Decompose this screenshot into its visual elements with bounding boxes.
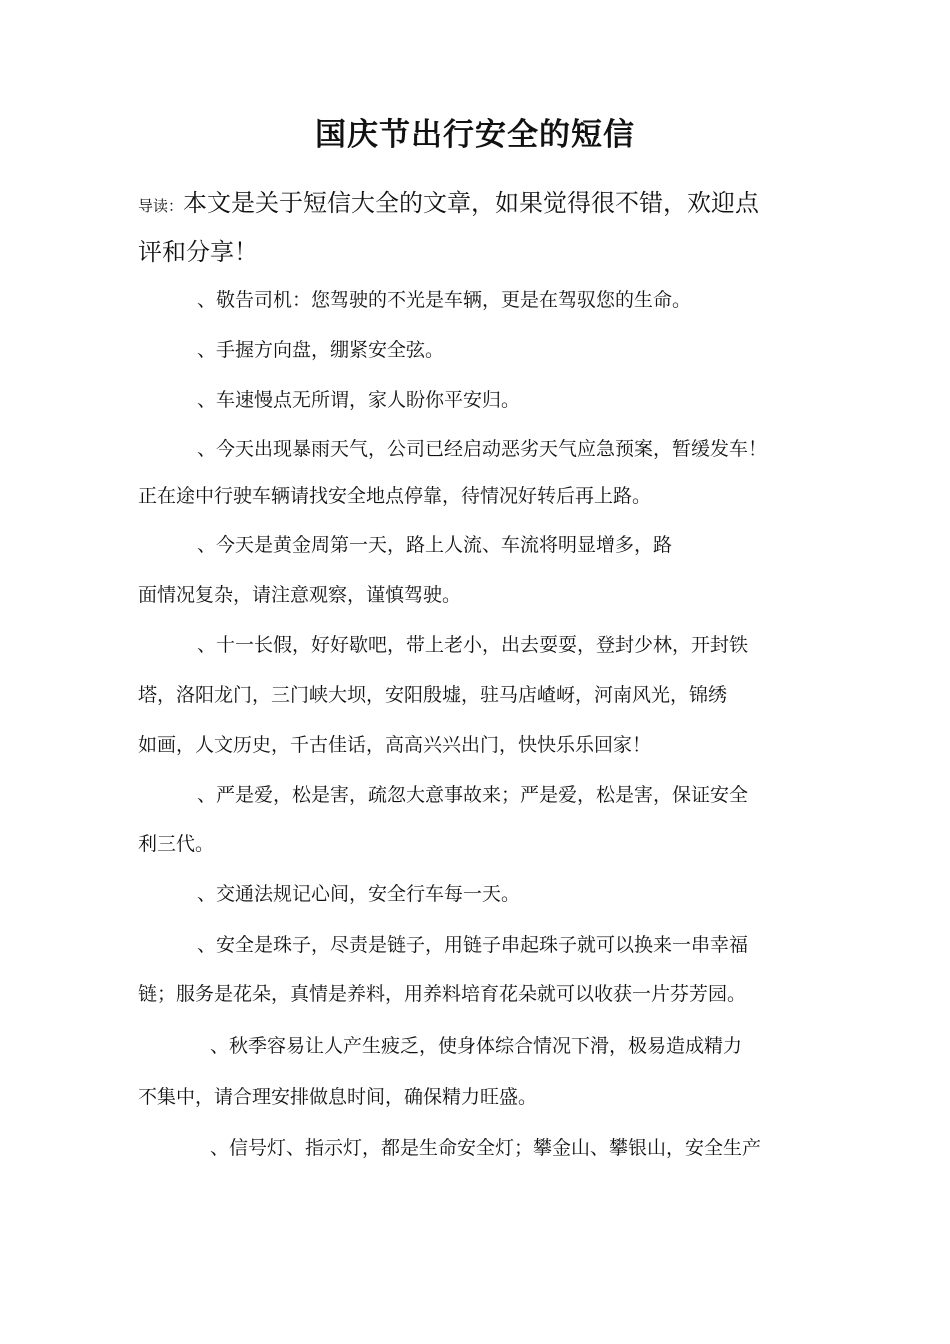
text-line: 、手握方向盘，绷紧安全弦。 [197,339,445,361]
text-line: 面情况复杂，请注意观察，谨慎驾驶。 [138,584,462,606]
intro-paragraph [138,180,818,275]
text-line: 、车速慢点无所谓，家人盼你平安归。 [197,389,521,411]
text-line: 正在途中行驶车辆请找安全地点停靠，待情况好转后再上路。 [138,485,652,507]
text-line: 塔，洛阳龙门，三门峡大坝，安阳殷墟，驻马店嵖岈，河南风光，锦绣 [138,684,728,706]
text-line: 链；服务是花朵，真情是养料，用养料培育花朵就可以收获一片芬芳园。 [138,983,747,1005]
intro-line-1: 本文是关于短信大全的文章，如果觉得很不错，欢迎点 [183,189,760,217]
intro-label: 导读： [138,197,184,215]
text-line: 、十一长假，好好歇吧，带上老小，出去耍耍，登封少林，开封铁 [197,634,749,656]
text-line: 利三代。 [138,833,215,855]
text-line: 、交通法规记心间，安全行车每一天。 [197,883,521,905]
text-line: 、今天是黄金周第一天，路上人流、车流将明显增多，路 [197,534,673,556]
text-line: 、今天出现暴雨天气，公司已经启动恶劣天气应急预案，暂缓发车！ [197,438,768,460]
intro-line-2: 评和分享！ [138,238,258,266]
text-line: 、严是爱，松是害，疏忽大意事故来；严是爱，松是害，保证安全 [197,784,749,806]
text-line: 不集中，请合理安排做息时间，确保精力旺盛。 [138,1086,538,1108]
text-line: 、敬告司机：您驾驶的不光是车辆，更是在驾驭您的生命。 [197,289,692,311]
document-title: 国庆节出行安全的短信 [315,117,635,153]
text-line: 、安全是珠子，尽责是链子，用链子串起珠子就可以换来一串幸福 [197,934,749,956]
text-line: 、信号灯、指示灯，都是生命安全灯；攀金山、攀银山，安全生产 [210,1137,762,1159]
text-line: 如画，人文历史，千古佳话，高高兴兴出门，快快乐乐回家！ [138,734,652,756]
text-line: 、秋季容易让人产生疲乏，使身体综合情况下滑，极易造成精力 [210,1035,743,1057]
